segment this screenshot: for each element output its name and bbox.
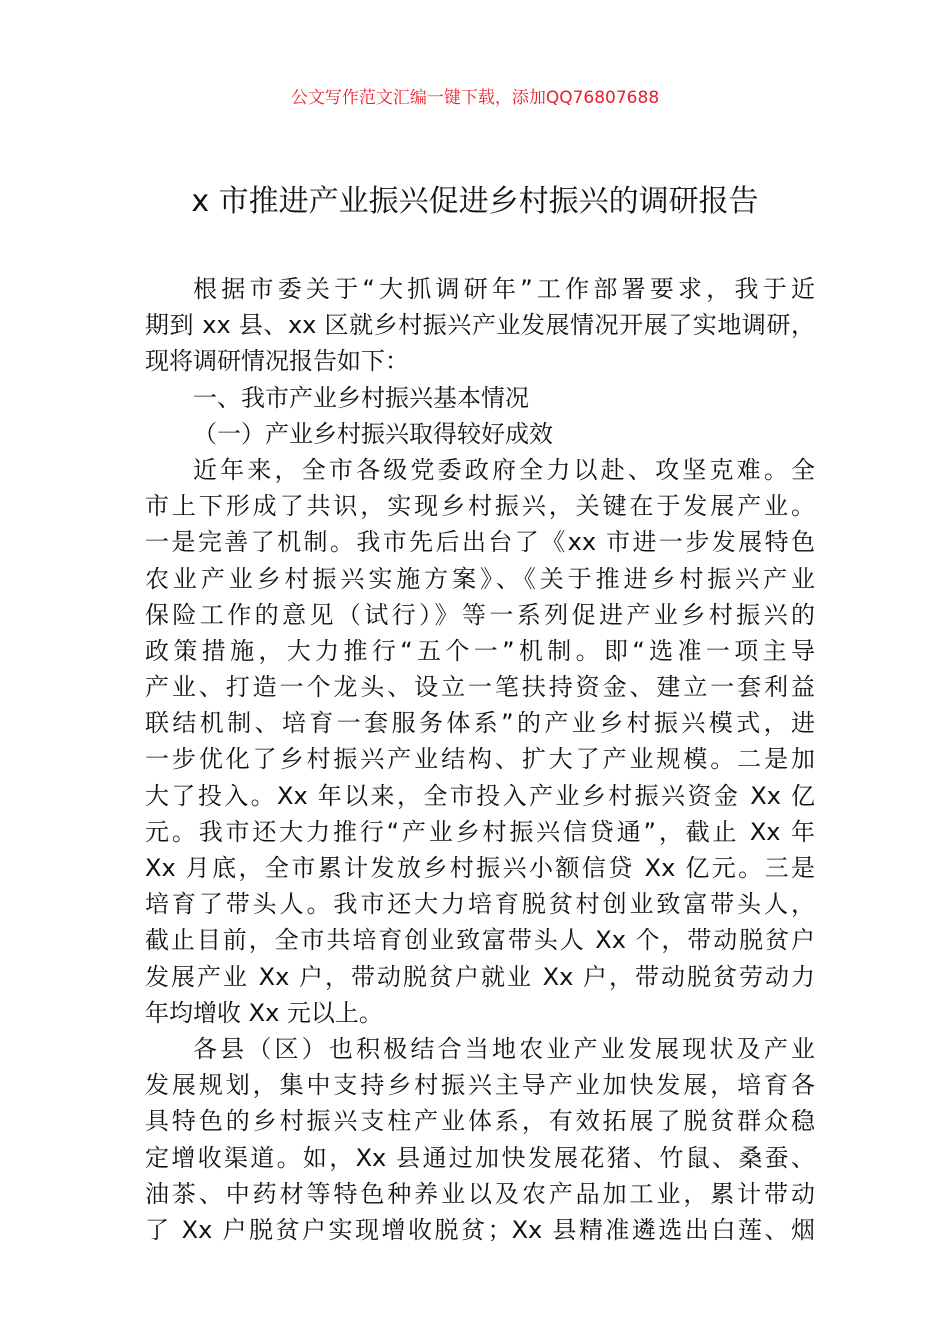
paragraph-line: 定增收渠道。如，Xx 县通过加快发展花猪、竹鼠、桑蚕、 (145, 1143, 815, 1172)
paragraph-line: 现将调研情况报告如下： (145, 347, 409, 376)
paragraph-line: 具特色的乡村振兴支柱产业体系，有效拓展了脱贫群众稳 (145, 1107, 815, 1136)
paragraph-line: 了 Xx 户脱贫户实现增收脱贫；Xx 县精准遴选出白莲、烟 (145, 1215, 815, 1244)
document-body (145, 271, 815, 1248)
paragraph-line: 发展规划，集中支持乡村振兴主导产业加快发展，培育各 (145, 1071, 815, 1100)
document-title: x 市推进产业振兴促进乡村振兴的调研报告 (191, 184, 759, 219)
paragraph-line: 政策措施，大力推行“五个一”机制。即“选准一项主导 (145, 636, 815, 665)
subsection-heading: （一）产业乡村振兴取得较好成效 (193, 419, 553, 448)
paragraph-line: 联结机制、培育一套服务体系”的产业乡村振兴模式，进 (145, 709, 815, 738)
paragraph-line: 产业、打造一个龙头、设立一笔扶持资金、建立一套利益 (145, 673, 815, 702)
paragraph-line: Xx 月底，全市累计发放乡村振兴小额信贷 Xx 亿元。三是 (145, 854, 815, 882)
paragraph-line: 市上下形成了共识，实现乡村振兴，关键在于发展产业。 (145, 492, 815, 521)
paragraph-line: 各县（区）也积极结合当地农业产业发展现状及产业 (193, 1034, 815, 1063)
paragraph-line: 培育了带头人。我市还大力培育脱贫村创业致富带头人， (145, 890, 815, 919)
paragraph-line: 期到 xx 县、xx 区就乡村振兴产业发展情况开展了实地调研， (145, 311, 815, 340)
paragraph-line: 发展产业 Xx 户，带动脱贫户就业 Xx 户，带动脱贫劳动力 (145, 962, 815, 991)
paragraph-line: 近年来，全市各级党委政府全力以赴、攻坚克难。全 (193, 455, 815, 484)
paragraph-line: 油茶、中药材等特色种养业以及农产品加工业，累计带动 (145, 1179, 815, 1208)
paragraph-line: 一步优化了乡村振兴产业结构、扩大了产业规模。二是加 (145, 745, 815, 774)
download-banner: 公文写作范文汇编一键下载，添加QQ76807688 (290, 88, 660, 108)
paragraph-line: 大了投入。Xx 年以来，全市投入产业乡村振兴资金 Xx 亿 (145, 781, 815, 810)
paragraph-line: 农业产业乡村振兴实施方案》、《关于推进乡村振兴产业 (145, 564, 815, 593)
paragraph-line: 截止目前，全市共培育创业致富带头人 Xx 个，带动脱贫户 (145, 926, 815, 955)
paragraph-line: 年均增收 Xx 元以上。 (145, 998, 383, 1027)
paragraph-line: 元。我市还大力推行“产业乡村振兴信贷通”，截止 Xx 年 (145, 817, 815, 846)
paragraph-line: 保险工作的意见（试行）》等一系列促进产业乡村振兴的 (145, 600, 815, 629)
section-heading: 一、我市产业乡村振兴基本情况 (193, 383, 529, 412)
paragraph-line: 根据市委关于“大抓调研年”工作部署要求，我于近 (193, 275, 815, 303)
paragraph-line: 一是完善了机制。我市先后出台了《xx 市进一步发展特色 (145, 528, 815, 557)
